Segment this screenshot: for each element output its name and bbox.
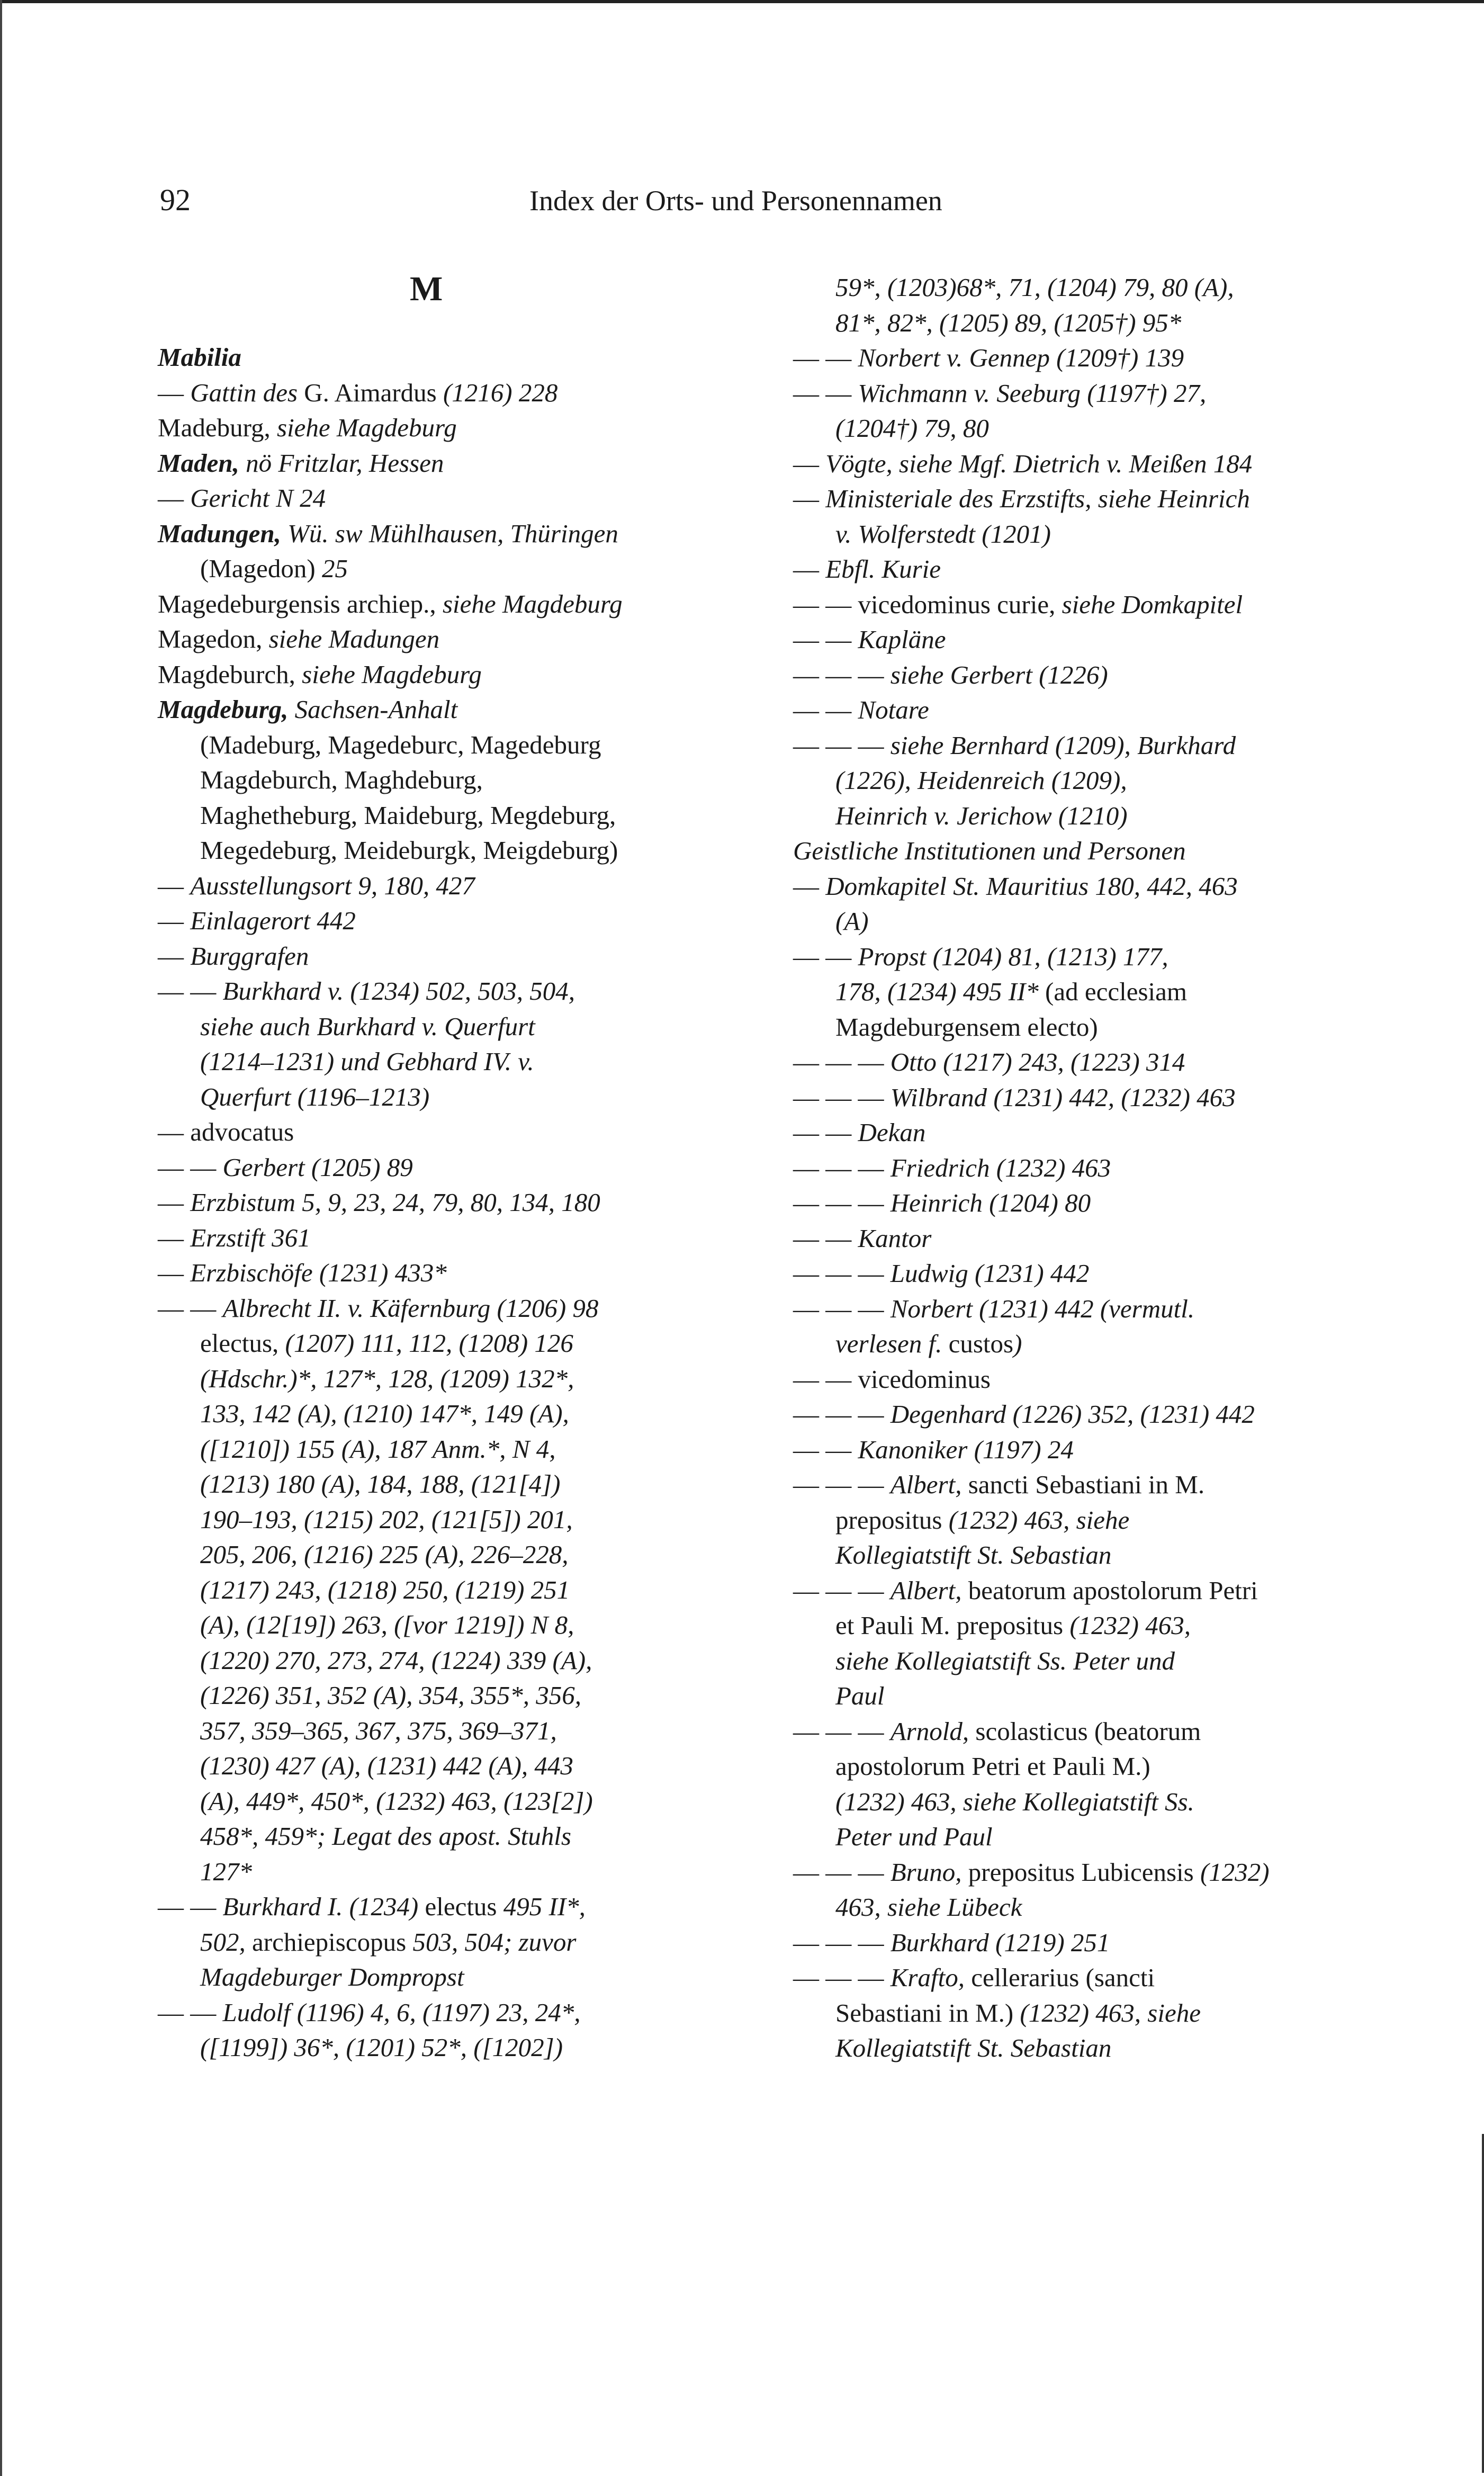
index-entry-text: Ausstellungsort 9, 180, 427 bbox=[190, 871, 475, 900]
index-entry-line bbox=[793, 340, 1333, 376]
index-entry-text: Heinrich v. Jerichow (1210) bbox=[835, 801, 1128, 830]
index-entry-line bbox=[158, 1432, 698, 1467]
index-entry-text: — — bbox=[158, 1152, 223, 1182]
index-entry-line bbox=[793, 799, 1333, 834]
index-entry-text: 463, siehe Lübeck bbox=[835, 1892, 1022, 1922]
index-entry-line bbox=[158, 1925, 698, 1960]
index-entry-text: ([1210]) 155 (A), 187 Anm.*, N 4, bbox=[200, 1434, 556, 1464]
index-entry-line bbox=[793, 1503, 1333, 1538]
index-entry-text: Sachsen-Anhalt bbox=[288, 695, 458, 724]
index-entry-text: Heinrich (1204) 80 bbox=[890, 1188, 1091, 1217]
index-entry-line bbox=[158, 481, 698, 516]
index-entry-line bbox=[158, 1573, 698, 1608]
index-entry-text: siehe Bernhard (1209), Burkhard bbox=[890, 730, 1236, 760]
index-entry-text: — — — bbox=[793, 1259, 891, 1288]
index-entry-text: — — bbox=[793, 1434, 858, 1464]
index-entry-text: apostolorum Petri et Pauli M.) bbox=[835, 1752, 1150, 1781]
index-entry-text: — — — bbox=[793, 1294, 891, 1323]
index-entry-line bbox=[158, 903, 698, 939]
index-entry-text: Magdeburch, bbox=[158, 659, 302, 689]
index-entry-text: — — bbox=[793, 695, 858, 724]
index-entry-text: (ad ecclesiam bbox=[1045, 977, 1187, 1006]
index-entry-text: siehe Magdeburg bbox=[302, 659, 482, 689]
index-entry-line bbox=[158, 1960, 698, 1995]
index-entry-line bbox=[793, 622, 1333, 658]
index-entry-text: Geistliche Institutionen und Personen bbox=[793, 836, 1186, 865]
index-entry-line bbox=[793, 1644, 1333, 1679]
index-entry-text: — — — bbox=[793, 1400, 891, 1429]
index-entry-text: (A), 449*, 450*, (1232) 463, (123[2]) bbox=[200, 1786, 593, 1816]
index-entry-line bbox=[793, 552, 1333, 587]
index-entry-line bbox=[158, 1537, 698, 1573]
index-entry-text: prepositus bbox=[835, 1505, 949, 1535]
index-entry-text: Wü. sw Mühlhausen, Thüringen bbox=[281, 518, 618, 548]
index-entry-line bbox=[793, 1186, 1333, 1221]
index-entry-text: siehe auch Burkhard v. Querfurt bbox=[200, 1011, 535, 1041]
index-entry-text: custos bbox=[948, 1329, 1014, 1358]
index-entry-line bbox=[793, 763, 1333, 799]
index-entry-text: Kantor bbox=[858, 1223, 932, 1253]
index-entry-text: (Magedon) bbox=[200, 554, 322, 583]
index-entry-line bbox=[158, 587, 698, 622]
index-entry-line bbox=[158, 1502, 698, 1538]
index-entry-text: — bbox=[158, 1258, 191, 1287]
index-entry-line bbox=[793, 1362, 1333, 1397]
index-entry-line bbox=[793, 1045, 1333, 1080]
index-entry-line bbox=[158, 1784, 698, 1819]
index-entry-line bbox=[158, 1115, 698, 1150]
index-entry-text: (1232) 463, bbox=[1069, 1611, 1191, 1640]
index-headword: Magdeburg, bbox=[158, 695, 289, 724]
index-entry-text: 503, 504; zuvor bbox=[412, 1927, 577, 1957]
index-entry-line bbox=[793, 1996, 1333, 2031]
index-entry-text: (1213) 180 (A), 184, 188, (121[4]) bbox=[200, 1469, 561, 1499]
index-entry-line bbox=[158, 1396, 698, 1432]
index-entry-text: nö Fritzlar, Hessen bbox=[239, 448, 444, 478]
index-entry-text: Albert, bbox=[890, 1575, 968, 1605]
index-entry-line bbox=[793, 446, 1333, 482]
page-right-border bbox=[1482, 2134, 1484, 2473]
index-entry-line bbox=[793, 1890, 1333, 1925]
index-entry-line bbox=[158, 2030, 698, 2066]
index-entry-line bbox=[793, 1679, 1333, 1714]
index-entry-line bbox=[793, 1256, 1333, 1291]
index-entry-text: (A) bbox=[835, 907, 869, 936]
index-entry-text: Peter und Paul bbox=[835, 1822, 993, 1851]
index-entry-line bbox=[793, 1397, 1333, 1432]
index-entry-text: Notare bbox=[858, 695, 929, 724]
index-entry-text: — — bbox=[793, 1118, 858, 1147]
index-entry-line bbox=[793, 517, 1333, 552]
index-entry-text: (Madeburg, Magedeburc, Magedeburg bbox=[200, 730, 601, 759]
index-headword: Mabilia bbox=[158, 343, 241, 372]
index-entry-text: 133, 142 (A), (1210) 147*, 149 (A), bbox=[200, 1399, 569, 1428]
index-entry-text: (1232) 463, siehe Kollegiatstift Ss. bbox=[835, 1787, 1194, 1816]
index-entry-line bbox=[158, 551, 698, 587]
index-entry-text: Ministeriale des Erzstifts, siehe Heinrich bbox=[825, 484, 1250, 513]
index-entry-text: Krafto, bbox=[890, 1963, 972, 1992]
index-entry-text: Kanoniker (1197) 24 bbox=[858, 1434, 1074, 1464]
index-entry-text: — — — bbox=[793, 1716, 891, 1746]
index-entry-line bbox=[793, 481, 1333, 517]
index-entry-text: Friedrich (1232) 463 bbox=[890, 1153, 1111, 1182]
index-entry-text: (1226), Heidenreich (1209), bbox=[835, 766, 1127, 795]
index-entry-line bbox=[158, 1326, 698, 1361]
index-entry-text: (1204†) 79, 80 bbox=[835, 414, 989, 443]
index-entry-line bbox=[158, 762, 698, 798]
index-entry-line bbox=[793, 1326, 1333, 1362]
index-entry-line bbox=[158, 1185, 698, 1221]
running-head: Index der Orts- und Personennamen bbox=[529, 185, 942, 217]
index-entry-text: siehe Madungen bbox=[268, 624, 440, 653]
index-entry-line bbox=[793, 1291, 1333, 1327]
index-entry-text: — — — bbox=[793, 1575, 891, 1605]
index-entry-text: Burkhard v. (1234) 502, 503, 504, bbox=[222, 976, 575, 1006]
index-entry-line bbox=[793, 1080, 1333, 1116]
index-entry-text: 25 bbox=[321, 554, 348, 583]
index-entry-text: Burkhard (1219) 251 bbox=[890, 1927, 1110, 1957]
index-entry-text: Erzbischöfe (1231) 433* bbox=[190, 1258, 447, 1287]
index-entry-line bbox=[793, 658, 1333, 693]
index-entry-text: — bbox=[793, 448, 826, 478]
index-entry-line bbox=[158, 728, 698, 763]
index-entry-line bbox=[158, 1819, 698, 1854]
index-entry-text: — bbox=[158, 941, 191, 971]
index-entry-text: Magedeburgensis archiep., bbox=[158, 589, 443, 618]
index-entry-text: Degenhard (1226) 352, (1231) 442 bbox=[890, 1400, 1255, 1429]
index-entry-text: Einlagerort 442 bbox=[190, 906, 356, 935]
index-entry-text: ([1199]) 36*, (1201) 52*, ([1202]) bbox=[200, 2033, 563, 2062]
index-entry-text: Paul bbox=[835, 1681, 885, 1710]
index-entry-line bbox=[793, 833, 1333, 869]
index-entry-line bbox=[158, 692, 698, 728]
index-entry-line bbox=[158, 1467, 698, 1502]
index-column-left bbox=[158, 340, 698, 2066]
index-entry-text: — — bbox=[793, 343, 858, 372]
index-entry-text: siehe Magdeburg bbox=[442, 589, 623, 618]
index-entry-line bbox=[793, 270, 1333, 306]
index-entry-line bbox=[793, 1467, 1333, 1503]
index-entry-line bbox=[158, 1748, 698, 1784]
index-entry-text: archiepiscopus bbox=[252, 1927, 413, 1957]
index-entry-text: G. Aimardus bbox=[304, 378, 443, 407]
index-entry-text: — bbox=[158, 906, 191, 935]
index-entry-text: Ludwig (1231) 442 bbox=[890, 1259, 1090, 1288]
index-entry-line bbox=[793, 1221, 1333, 1257]
index-entry-text: Megedeburg, Meideburgk, Meigdeburg) bbox=[200, 836, 618, 865]
index-entry-line bbox=[793, 904, 1333, 939]
index-entry-line bbox=[158, 410, 698, 446]
index-entry-text: Gerbert (1205) 89 bbox=[222, 1152, 413, 1182]
index-entry-text: et Pauli M. prepositus bbox=[835, 1611, 1070, 1640]
index-entry-text: — bbox=[158, 483, 191, 513]
index-entry-text: — — — bbox=[793, 1082, 891, 1112]
index-entry-text: Erzbistum 5, 9, 23, 24, 79, 80, 134, 180 bbox=[190, 1188, 600, 1217]
index-entry-text: Albert, bbox=[890, 1470, 968, 1499]
index-entry-text: scolasticus (beatorum bbox=[975, 1716, 1201, 1746]
index-entry-line bbox=[793, 974, 1333, 1010]
index-entry-text: — — bbox=[158, 1293, 223, 1323]
index-entry-text: 127* bbox=[200, 1856, 252, 1886]
index-entry-text: — — — bbox=[793, 1927, 891, 1957]
index-entry-line bbox=[158, 1995, 698, 2031]
index-entry-line bbox=[793, 869, 1333, 904]
index-entry-text: 502, bbox=[200, 1927, 252, 1957]
index-entry-text: — bbox=[158, 378, 191, 407]
index-entry-line bbox=[793, 1960, 1333, 1996]
index-entry-text: — — bbox=[793, 1223, 858, 1253]
index-entry-line bbox=[158, 1854, 698, 1890]
index-entry-text: (A), (12[19]) 263, ([vor 1219]) N 8, bbox=[200, 1610, 574, 1639]
index-entry-line bbox=[793, 1151, 1333, 1186]
index-entry-text: — — — bbox=[793, 1153, 891, 1182]
index-entry-text: prepositus Lubicensis bbox=[968, 1857, 1200, 1887]
index-entry-text: siehe Kollegiatstift Ss. Peter und bbox=[835, 1646, 1175, 1675]
index-entry-text: — — bbox=[793, 941, 858, 971]
index-entry-text: — — vicedominus bbox=[793, 1364, 991, 1394]
index-entry-text: 190–193, (1215) 202, (121[5]) 201, bbox=[200, 1504, 573, 1534]
index-entry-text: Vögte, siehe Mgf. Dietrich v. Meißen 184 bbox=[825, 448, 1253, 478]
index-entry-text: 59*, (1203)68*, 71, (1204) 79, 80 (A), bbox=[835, 273, 1234, 302]
index-entry-text: Gattin des bbox=[190, 378, 304, 407]
index-entry-line bbox=[793, 1714, 1333, 1750]
index-entry-text: — bbox=[793, 871, 826, 901]
index-entry-text: Dekan bbox=[858, 1118, 926, 1147]
index-entry-line bbox=[158, 1608, 698, 1643]
index-entry-text: 495 II*, bbox=[503, 1892, 586, 1921]
index-entry-line bbox=[158, 833, 698, 868]
index-entry-text: (1232) 463, siehe bbox=[948, 1505, 1130, 1535]
index-entry-line bbox=[793, 939, 1333, 975]
index-entry-text: electus, bbox=[200, 1329, 285, 1358]
index-entry-text: v. Wolferstedt (1201) bbox=[835, 519, 1051, 549]
index-entry-text: Sebastiani in M.) bbox=[835, 1998, 1020, 2028]
index-entry-text: 357, 359–365, 367, 375, 369–371, bbox=[200, 1716, 557, 1745]
page-number: 92 bbox=[160, 183, 191, 217]
index-entry-line bbox=[158, 1643, 698, 1679]
index-entry-text: 205, 206, (1216) 225 (A), 226–228, bbox=[200, 1540, 569, 1569]
index-entry-line bbox=[158, 446, 698, 481]
index-entry-text: — bbox=[793, 484, 826, 513]
index-entry-line bbox=[793, 1925, 1333, 1961]
index-entry-text: — bbox=[158, 1188, 191, 1217]
index-entry-text: electus bbox=[425, 1892, 503, 1921]
page-left-border bbox=[0, 0, 2, 2476]
index-entry-text: — — bbox=[793, 378, 858, 408]
index-entry-line bbox=[158, 1009, 698, 1045]
index-entry-text: 178, (1234) 495 II* bbox=[835, 977, 1046, 1006]
index-entry-text: Domkapitel St. Mauritius 180, 442, 463 bbox=[825, 871, 1238, 901]
index-entry-line bbox=[158, 1291, 698, 1326]
index-entry-text: Kollegiatstift St. Sebastian bbox=[835, 2033, 1112, 2062]
index-entry-text: Magedon, bbox=[158, 624, 269, 653]
index-entry-text: — — — bbox=[793, 1470, 891, 1499]
index-entry-text: Bruno, bbox=[890, 1857, 968, 1887]
index-entry-text: (1217) 243, (1218) 250, (1219) 251 bbox=[200, 1575, 570, 1604]
index-entry-line bbox=[793, 376, 1333, 411]
index-entry-line bbox=[158, 1221, 698, 1256]
index-entry-text: Maghetheburg, Maideburg, Megdeburg, bbox=[200, 800, 616, 830]
index-entry-text: — — — bbox=[793, 730, 891, 760]
index-entry-text: Wichmann v. Seeburg (1197†) 27, bbox=[858, 378, 1207, 408]
index-entry-text: Gericht N 24 bbox=[190, 483, 326, 513]
index-entry-line bbox=[158, 622, 698, 657]
index-entry-text: Norbert v. Gennep (1209†) 139 bbox=[858, 343, 1184, 372]
index-entry-line bbox=[793, 306, 1333, 341]
index-entry-text: — — bbox=[158, 1892, 223, 1921]
page-top-border bbox=[0, 0, 1484, 3]
index-entry-text: Magdeburgensem electo) bbox=[835, 1012, 1098, 1042]
index-entry-line bbox=[793, 728, 1333, 764]
index-entry-text: — bbox=[158, 1223, 191, 1252]
index-entry-text: (1226) 351, 352 (A), 354, 355*, 356, bbox=[200, 1681, 581, 1710]
index-entry-text: (1214–1231) und Gebhard IV. v. bbox=[200, 1047, 534, 1076]
index-entry-line bbox=[158, 1714, 698, 1749]
index-entry-text: (1230) 427 (A), (1231) 442 (A), 443 bbox=[200, 1751, 573, 1780]
index-entry-line bbox=[793, 1784, 1333, 1820]
index-entry-line bbox=[793, 411, 1333, 446]
index-entry-line bbox=[793, 1608, 1333, 1644]
index-entry-text: — — — bbox=[793, 1188, 891, 1217]
index-entry-text: Otto (1217) 243, (1223) 314 bbox=[890, 1047, 1185, 1076]
index-entry-text: — — — bbox=[793, 1963, 891, 1992]
index-entry-text: ) bbox=[1013, 1329, 1022, 1358]
index-entry-text: siehe Magdeburg bbox=[277, 413, 457, 442]
index-entry-line bbox=[793, 1573, 1333, 1609]
index-entry-line bbox=[793, 1819, 1333, 1855]
index-entry-line bbox=[793, 1855, 1333, 1890]
index-entry-text: (1216) 228 bbox=[443, 378, 558, 407]
index-headword: Maden, bbox=[158, 448, 239, 478]
index-entry-text: (1232) bbox=[1200, 1857, 1270, 1887]
index-entry-line bbox=[158, 1044, 698, 1080]
index-entry-line bbox=[793, 693, 1333, 728]
index-column-right bbox=[793, 270, 1333, 2066]
index-entry-text: (1220) 270, 273, 274, (1224) 339 (A), bbox=[200, 1645, 592, 1675]
index-entry-text: — — — bbox=[793, 1857, 891, 1887]
index-entry-text: — bbox=[158, 871, 191, 900]
index-entry-text: Ebfl. Kurie bbox=[825, 554, 941, 584]
index-entry-text: — advocatus bbox=[158, 1117, 294, 1146]
index-entry-text: Albrecht II. v. Käfernburg (1206) 98 bbox=[222, 1293, 599, 1323]
index-entry-text: Norbert (1231) 442 (vermutl. bbox=[890, 1294, 1195, 1323]
index-entry-line bbox=[793, 587, 1333, 623]
index-entry-text: 81*, 82*, (1205) 89, (1205†) 95* bbox=[835, 308, 1182, 337]
index-entry-text: cellerarius (sancti bbox=[971, 1963, 1155, 1992]
index-entry-text: Arnold, bbox=[890, 1716, 976, 1746]
index-entry-text: Burggrafen bbox=[190, 941, 309, 971]
index-entry-line bbox=[158, 375, 698, 411]
index-entry-text: Burkhard I. (1234) bbox=[222, 1892, 425, 1921]
index-entry-text: (Hdschr.)*, 127*, 128, (1209) 132*, bbox=[200, 1363, 574, 1393]
index-entry-line bbox=[158, 516, 698, 552]
index-entry-line bbox=[793, 1538, 1333, 1573]
index-entry-text: siehe Gerbert (1226) bbox=[890, 660, 1108, 689]
index-entry-text: Kapläne bbox=[858, 625, 946, 654]
index-entry-text: (1207) 111, 112, (1208) 126 bbox=[285, 1329, 573, 1358]
index-entry-line bbox=[158, 868, 698, 904]
index-entry-text: siehe Domkapitel bbox=[1062, 589, 1243, 619]
index-entry-line bbox=[158, 1150, 698, 1186]
index-entry-line bbox=[158, 974, 698, 1009]
index-entry-line bbox=[793, 2031, 1333, 2066]
index-entry-line bbox=[158, 1889, 698, 1925]
index-entry-text: Madeburg, bbox=[158, 413, 277, 442]
section-letter: M bbox=[410, 270, 443, 308]
index-entry-line bbox=[158, 340, 698, 375]
index-entry-line bbox=[158, 1361, 698, 1397]
index-entry-text: Magdeburch, Maghdeburg, bbox=[200, 765, 483, 794]
index-entry-text: — — — bbox=[793, 1047, 891, 1076]
index-entry-text: Kollegiatstift St. Sebastian bbox=[835, 1540, 1112, 1569]
index-entry-text: — — vicedominus curie, bbox=[793, 589, 1062, 619]
index-entry-line bbox=[158, 939, 698, 974]
index-entry-text: Erzstift 361 bbox=[190, 1223, 311, 1252]
index-entry-line bbox=[158, 798, 698, 833]
index-headword: Madungen, bbox=[158, 518, 281, 548]
index-entry-text: Wilbrand (1231) 442, (1232) 463 bbox=[890, 1082, 1236, 1112]
index-entry-line bbox=[158, 1255, 698, 1291]
index-entry-text: sancti Sebastiani in M. bbox=[968, 1470, 1205, 1499]
index-entry-text: (1232) 463, siehe bbox=[1020, 1998, 1201, 2028]
index-entry-text: Ludolf (1196) 4, 6, (1197) 23, 24*, bbox=[222, 1997, 581, 2027]
index-entry-line bbox=[158, 1678, 698, 1714]
index-entry-text: Magdeburger Dompropst bbox=[200, 1962, 464, 1991]
index-entry-text: beatorum apostolorum Petri bbox=[968, 1575, 1258, 1605]
index-entry-text: 458*, 459*; Legat des apost. Stuhls bbox=[200, 1822, 571, 1851]
index-entry-line bbox=[158, 1080, 698, 1115]
index-entry-line bbox=[793, 1749, 1333, 1784]
index-entry-line bbox=[158, 657, 698, 693]
index-entry-text: — — bbox=[158, 1997, 223, 2027]
index-entry-text: — bbox=[793, 554, 826, 584]
index-entry-line bbox=[793, 1115, 1333, 1151]
index-entry-text: — — — bbox=[793, 660, 891, 689]
index-entry-text: — — bbox=[793, 625, 858, 654]
index-entry-text: Querfurt (1196–1213) bbox=[200, 1082, 430, 1111]
index-entry-line bbox=[793, 1010, 1333, 1045]
index-entry-line bbox=[793, 1432, 1333, 1468]
index-entry-text: verlesen f. bbox=[835, 1329, 949, 1358]
index-entry-text: — — bbox=[158, 976, 223, 1006]
index-entry-text: Propst (1204) 81, (1213) 177, bbox=[858, 941, 1168, 971]
